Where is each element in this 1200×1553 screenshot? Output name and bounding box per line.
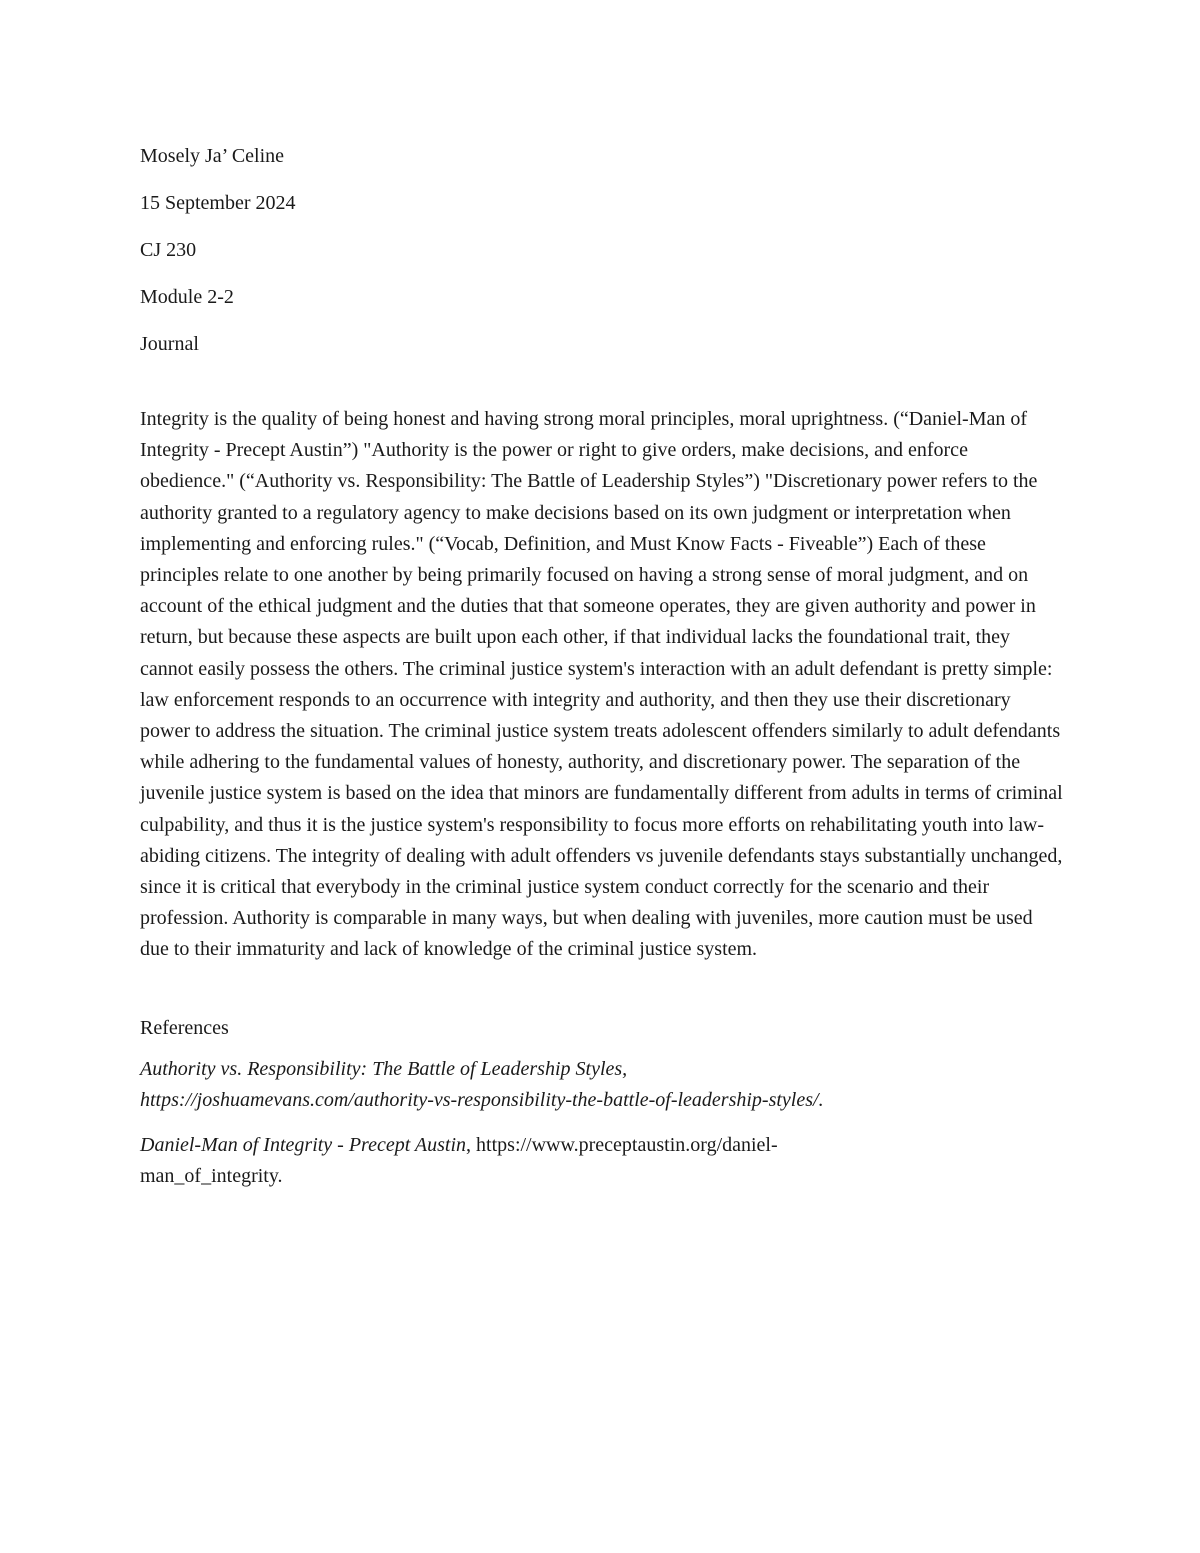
assignment-type: Journal xyxy=(140,333,199,355)
author-name: Mosely Ja’ Celine xyxy=(140,145,285,167)
document-date: 15 September 2024 xyxy=(140,192,296,214)
reference-item-1 xyxy=(140,1054,920,1116)
document-page xyxy=(140,140,1065,1192)
reference-2-source: , https://www.preceptaustin.org/daniel-man_of_integrity. xyxy=(140,1133,778,1187)
reference-2-title: Daniel-Man of Integrity - Precept Austin xyxy=(140,1133,467,1156)
document-header xyxy=(140,140,1065,360)
reference-1-title: Authority vs. Responsibility: The Battle of Leadership Styles, https://joshuamevans.com/authority-vs-responsibility-the-battle-of-leadership-styles/. xyxy=(140,1057,824,1111)
body-paragraph: Integrity is the quality of being honest and having strong moral principles, moral uprightness. (“Daniel-Man of Integrity - Precept Austin”) "Authority is the power or right to give orders, make decisions, and enforce obedience." (“Authority vs. Responsibility: The Battle of Leadership Styles”) "Discretionary power refers to the authority granted to a regulatory agency to make decisions based on its own judgment or interpretation when implementing and enforcing rules." (“Vocab, Definition, and Must Know Facts - Fiveable”) Each of these principles relate to one another by being primarily focused on having a strong sense of moral judgment, and on account of the ethical judgment and the duties that that someone operates, they are given authority and power in return, but because these aspects are built upon each other, if that individual lacks the foundational trait, they cannot easily possess the others. The criminal justice system's interaction with an adult defendant is pretty simple: law enforcement responds to an occurrence with integrity and authority, and then they use their discretionary power to address the situation. The criminal justice system treats adolescent offenders similarly to adult defendants while adhering to the fundamental values of honesty, authority, and discretionary power. The separation of the juvenile justice system is based on the idea that minors are fundamentally different from adults in terms of criminal culpability, and thus it is the justice system's responsibility to focus more efforts on rehabilitating youth into law-abiding citizens. The integrity of dealing with adult offenders vs juvenile defendants stays substantially unchanged, since it is critical that everybody in the criminal justice system conduct correctly for the scenario and their profession. Authority is comparable in many ways, but when dealing with juveniles, more caution must be used due to their immaturity and lack of knowledge of the criminal justice system. xyxy=(140,408,1063,961)
reference-item-2 xyxy=(140,1130,920,1192)
module-label: Module 2-2 xyxy=(140,286,234,308)
course-code: CJ 230 xyxy=(140,239,197,261)
references-heading: References xyxy=(140,1016,229,1039)
